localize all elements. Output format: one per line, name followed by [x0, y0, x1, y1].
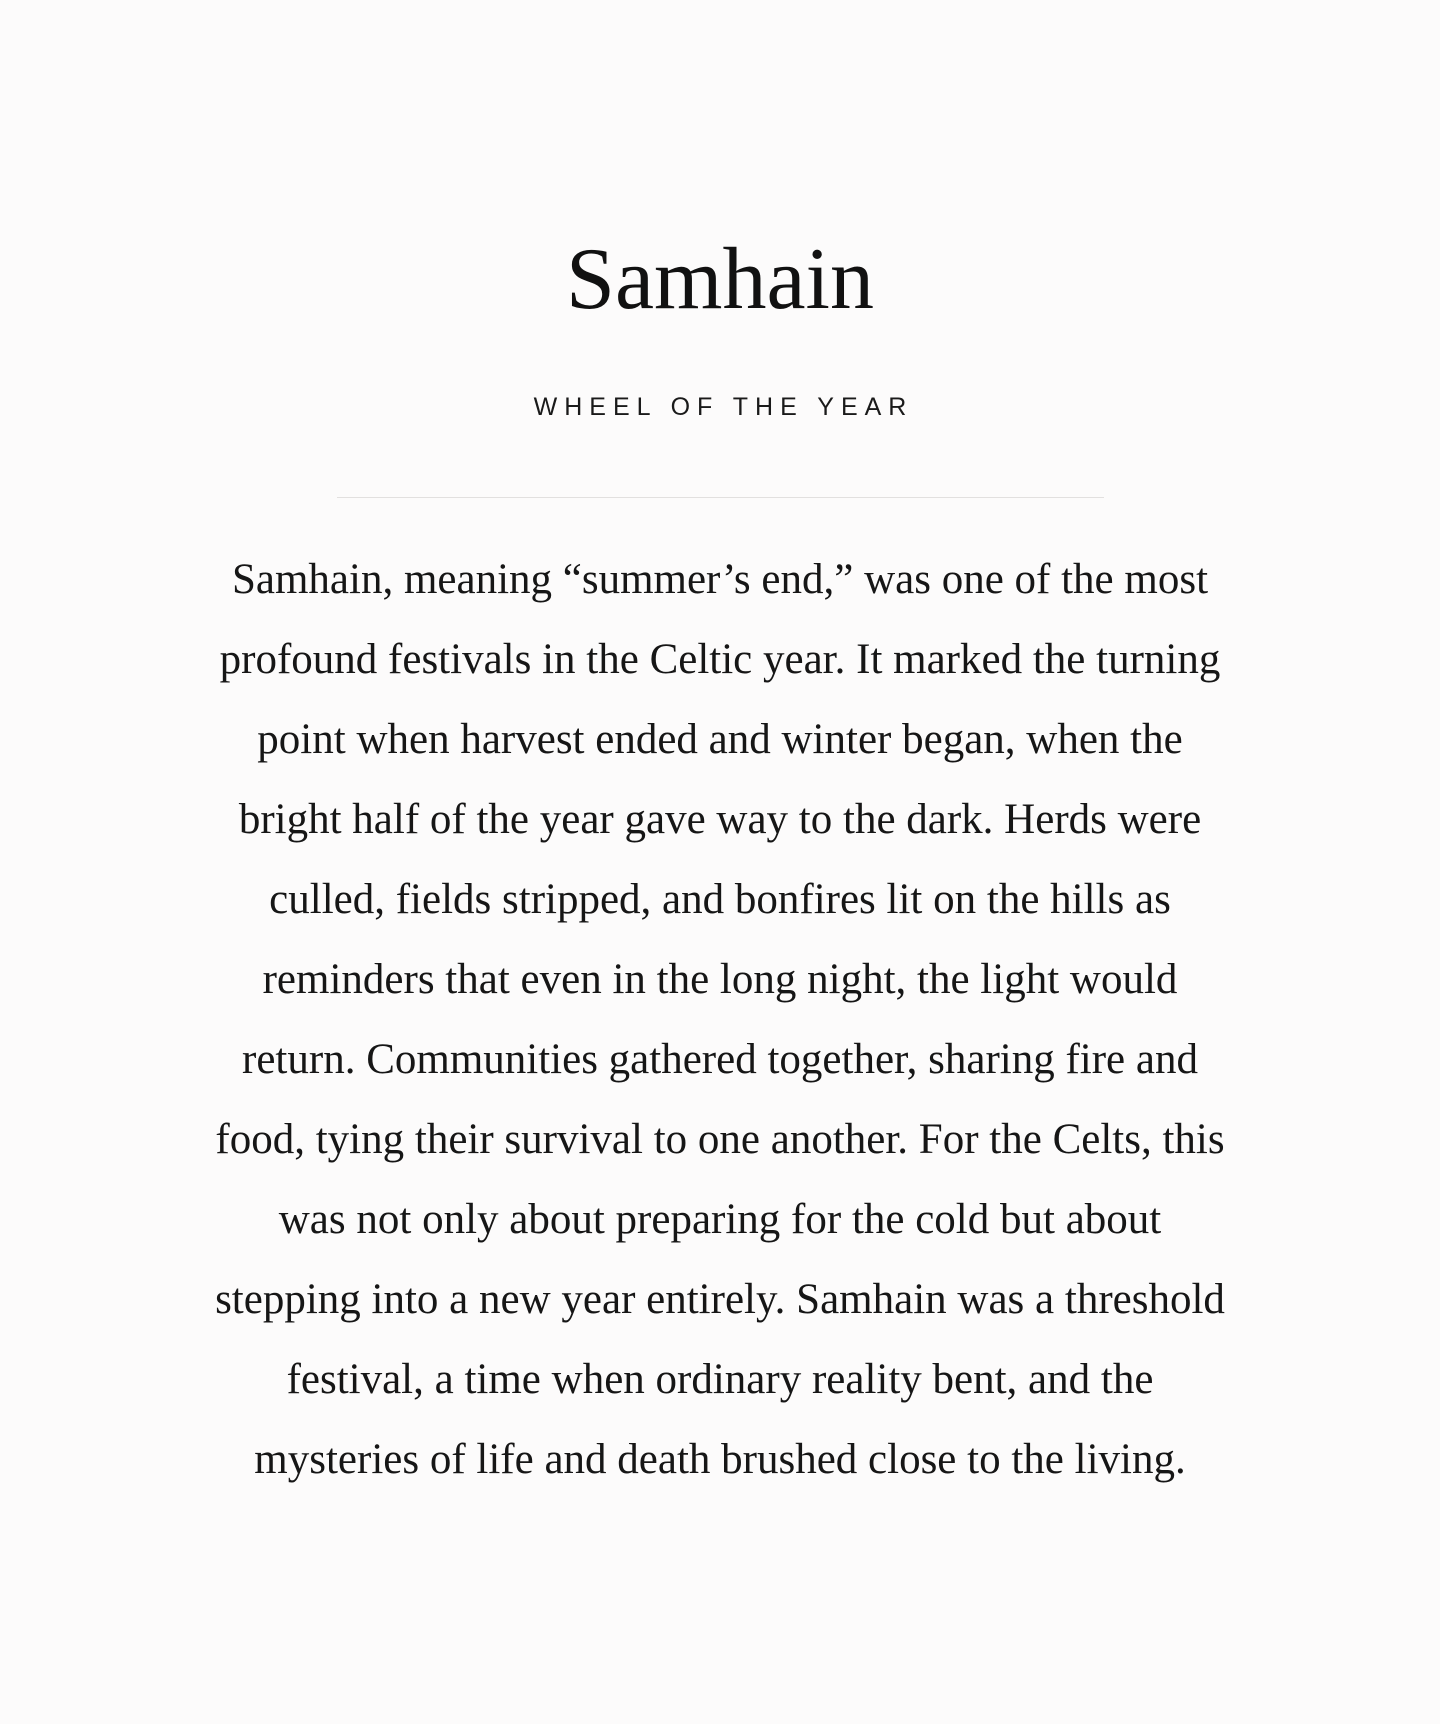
- body-line: return. Communities gathered together, sharing fire and: [242, 1036, 1198, 1083]
- body-line: Samhain, meaning “summer’s end,” was one of the most: [231, 556, 1209, 603]
- body-line: stepping into a new year entirely. Samhain was a threshold: [215, 1276, 1225, 1323]
- body-line: reminders that even in the long night, the light would: [262, 956, 1178, 1003]
- page-subtitle: WHEEL OF THE YEAR: [533, 393, 914, 421]
- body-paragraph: [170, 540, 1270, 1500]
- body-line: mysteries of life and death brushed close to the living.: [254, 1436, 1186, 1483]
- body-line: profound festivals in the Celtic year. It marked the turning: [219, 636, 1221, 683]
- body-line: food, tying their survival to one another. For the Celts, this: [215, 1116, 1225, 1163]
- body-line: was not only about preparing for the cold but about: [278, 1196, 1162, 1243]
- body-line: bright half of the year gave way to the dark. Herds were: [238, 796, 1202, 843]
- body-line: festival, a time when ordinary reality bent, and the: [286, 1356, 1154, 1403]
- body-line: point when harvest ended and winter began, when the: [257, 716, 1183, 763]
- page-title: Samhain: [566, 231, 874, 328]
- divider: [337, 497, 1104, 498]
- body-line: culled, fields stripped, and bonfires lit on the hills as: [269, 876, 1171, 923]
